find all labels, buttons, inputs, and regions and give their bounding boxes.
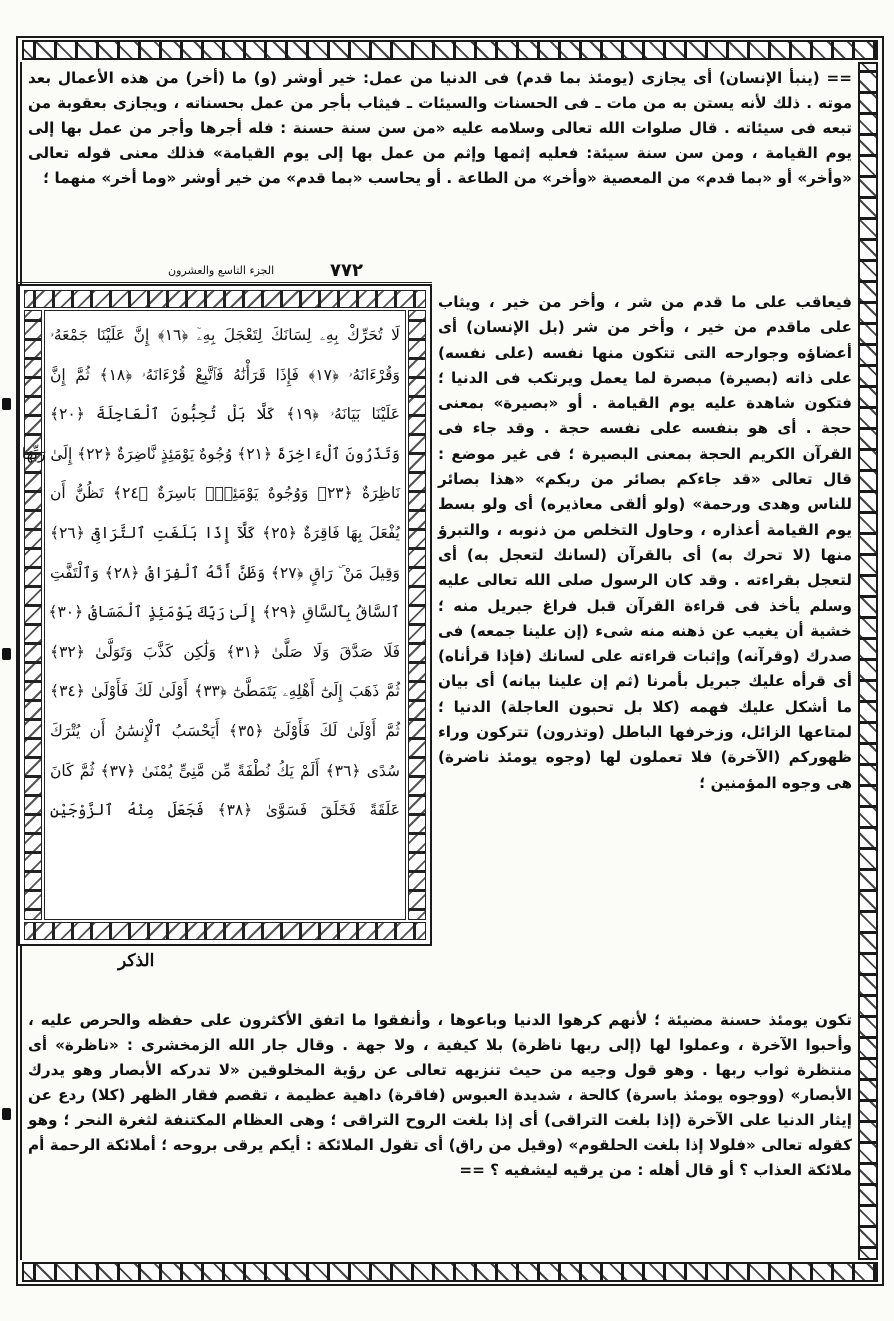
quran-line: لَا تُحَرِّكْ بِهِۦ لِسَانَكَ لِتَعْجَلَ بِهِۦٓ ﴿١٦﴾ إِنَّ عَلَيْنَا جَمْعَهُۥ (50, 326, 401, 344)
margin-mark (2, 648, 11, 660)
header-rule (18, 282, 432, 283)
margin-mark (2, 1108, 11, 1120)
top-ornamental-border (22, 40, 878, 60)
quran-line: عَلَيْنَا بَيَانَهُۥ ﴿١٩﴾ كَلَّا بَلْ تُحِبُّونَ ٱلْعَاجِلَةَ ﴿٢٠﴾ (50, 405, 400, 424)
commentary-side-column: فيعاقب على ما قدم من شر ، وأخر من خير ، ويثاب على ماقدم من خير ، وأخر من شر (بل الإنسان) أى أعضاؤه وجوارحه التى تتكون منها نفسه (على نفسه) على ذاته (بصيرة) مبصرة لما يعمل ويرتكب فى الدنيا ؛ فتكون شاهدة عليه يوم القيامة . أو «بصيرة» بمعنى حجة . أى هو بنفسه على نفسه حجة . وقد جاء فى القرآن الكريم الحجة بمعنى البصيرة ؛ فى غير موضع : قال تعالى «قد جاءكم بصائر من ربكم» «هذا بصائر للناس وهدى ورحمة» (ولو ألقى معاذيره) أى ولو بسط يوم القيامة أعذاره ، وحاول التخلص من ذنوبه ، والتبرؤ منها (لا تحرك به) أى بالقرآن (لسانك لتعجل به) أى لتعجل بقراءته . وقد كان الرسول صلى الله تعالى عليه وسلم يأخذ فى قراءة القرآن قبل فراغ جبريل منه ؛ خشية أن يغيب عن ذهنه منه شىء (إن علينا جمعه) فى صدرك (وقرآنه) وإثبات قراءته على لسانك (فإذا قرأناه) أى قرأه عليك جبريل بأمرنا (ثم إن علينا بيانه) أى بيان ما أشكل عليك فهمه (كلا بل تحبون العاجلة) الدنيا ؛ لمتاعها الزائل، وزخرفها الباطل (وتذرون) تتركون وراء ظهوركم (الآخرة) فلا تعملون لها (وجوه يومئذ ناضرة) هى وجوه المؤمنين ؛ (438, 293, 852, 792)
page-number: ٧٧٢ (330, 260, 363, 281)
right-ornamental-border (858, 62, 878, 1260)
margin-mark (2, 398, 11, 410)
juz-label: الجزء التاسع والعشرون (168, 264, 275, 277)
quran-frame (18, 284, 432, 946)
quran-verses (21, 316, 401, 831)
bottom-ornamental-border (22, 1262, 878, 1282)
quran-border-bottom (24, 922, 426, 940)
commentary-top-paragraph: == (ينبأ الإنسان) أى يجازى (يومئذ بما قدم) فى الدنيا من عمل: خير أوشر (و) ما (أخر) من هذه الأعمال بعد موته . ذلك لأنه يستن به من مات ـ فى الحسنات والسيئات ـ فيثاب بأجر من عمل بحسناته ، ويجازى بعقوبة من تبعه فى سيئاته . قال صلوات الله تعالى وسلامه عليه «من سن سنة حسنة : فله أجرها وأجر من عمل بها إلى يوم القيامة ، ومن سن سنة سيئة: فعليه إثمها وإثم من عمل بها إلى يوم القيامة» فذلك معنى قوله تعالى «وأخر» أو «بما قدم» من المعصية «وأخر» من الطاعة . أو يحاسب «بما قدم» من خير أوشر «وما أخر» منهما ؛ (28, 69, 852, 187)
catchword: الذكر (118, 951, 155, 971)
quran-line: ثُمَّ أَوْلَىٰ لَكَ فَأَوْلَىٰٓ ﴿٣٥﴾ أَيَحْسَبُ ٱلْإِنسَٰنُ أَن يُتْرَكَ (50, 721, 400, 740)
quran-border-right (408, 310, 426, 920)
quran-page-header (18, 262, 432, 284)
quran-border-top (24, 290, 426, 308)
quran-line: يُفْعَلَ بِهَا فَاقِرَةٌ ﴿٢٥﴾ كَلَّآ إِذَا بَلَغَتِ ٱلتَّرَاقِىَ ﴿٢٦﴾ (50, 523, 400, 542)
commentary-bottom-paragraph: تكون يومئذ حسنة مضيئة ؛ لأنهم كرهوا الدنيا وباعوها ، وأنفقوا ما اتفق الأكثرون على حفظه والحرص عليه ، وأحبوا الآخرة ، وعملوا لها (إلى ربها ناظرة) بلا كيفية ، ولا جهة . وقال جار الله الزمخشرى : «ناظرة» أى منتظرة ثواب ربها . وهو قول وجيه من حيث تنزيهه تعالى عن رؤية المخلوقين «لا تدركه الأبصار وهو يدرك الأبصار» (ووجوه يومئذ باسرة) كالحة ، شديدة العبوس (فاقرة) داهية عظيمة ، تقصم فقار الظهر (كلا) ردع عن إيثار الدنيا على الآخرة (إذا بلغت التراقى) أى إذا بلغت الروح التراقى ؛ وهى العظام المكتنفة لثغرة النحر ؛ وهو كقوله تعالى «فلولا إذا بلغت الحلقوم» (وقيل من راق) أى تقول الملائكة : أيكم يرقى بروحه ؛ أملائكة الرحمة أم ملائكة العذاب ؟ أو قال أهله : من يرقيه ليشفيه ؟ == (28, 1011, 852, 1179)
quran-line: ٱلسَّاقُ بِٱلسَّاقِ ﴿٢٩﴾ إِلَىٰ رَبِّكَ يَوْمَئِذٍ ٱلْمَسَاقُ ﴿٣٠﴾ (48, 603, 400, 622)
quran-line: فَلَا صَدَّقَ وَلَا صَلَّىٰ ﴿٣١﴾ وَلَٰكِن كَذَّبَ وَتَوَلَّىٰ ﴿٣٢﴾ (50, 642, 400, 661)
quran-line: وَقُرْءَانَهُۥ ﴿١٧﴾ فَإِذَا قَرَأْنَٰهُ فَٱتَّبِعْ قُرْءَانَهُۥ ﴿١٨﴾ ثُمَّ إِنَّ (50, 365, 400, 384)
quran-line: سُدًى ﴿٣٦﴾ أَلَمْ يَكُ نُطْفَةً مِّن مَّنِىٍّ يُمْنَىٰ ﴿٣٧﴾ ثُمَّ كَانَ (50, 761, 400, 780)
quran-line: وَقِيلَ مَنْ ۜ رَاقٍ ﴿٢٧﴾ وَظَنَّ أَنَّهُ ٱلْفِرَاقُ ﴿٢٨﴾ وَٱلْتَفَّتِ (50, 563, 400, 582)
quran-line: نَاظِرَةٌ ﴿٢٣﴾ وَوُجُوهٌ يَوْمَئِذٍۭ بَاسِرَةٌ ﴿٢٤﴾ تَظُنُّ أَن (50, 484, 401, 503)
quran-page-inset (18, 260, 432, 971)
quran-line: وَتَذَرُونَ ٱلْءَاخِرَةَ ﴿٢١﴾ وُجُوهٌ يَوْمَئِذٍ نَّاضِرَةٌ ﴿٢٢﴾ إِلَىٰ رَبِّهَا (21, 444, 400, 463)
quran-border-left (24, 310, 42, 920)
quran-line: عَلَقَةً فَخَلَقَ فَسَوَّىٰ ﴿٣٨﴾ فَجَعَلَ مِنْهُ ٱلزَّوْجَيْنِ (50, 801, 401, 820)
quran-line: ثُمَّ ذَهَبَ إِلَىٰٓ أَهْلِهِۦ يَتَمَطَّىٰٓ ﴿٣٣﴾ أَوْلَىٰ لَكَ فَأَوْلَىٰ ﴿٣٤﴾ (50, 682, 400, 701)
